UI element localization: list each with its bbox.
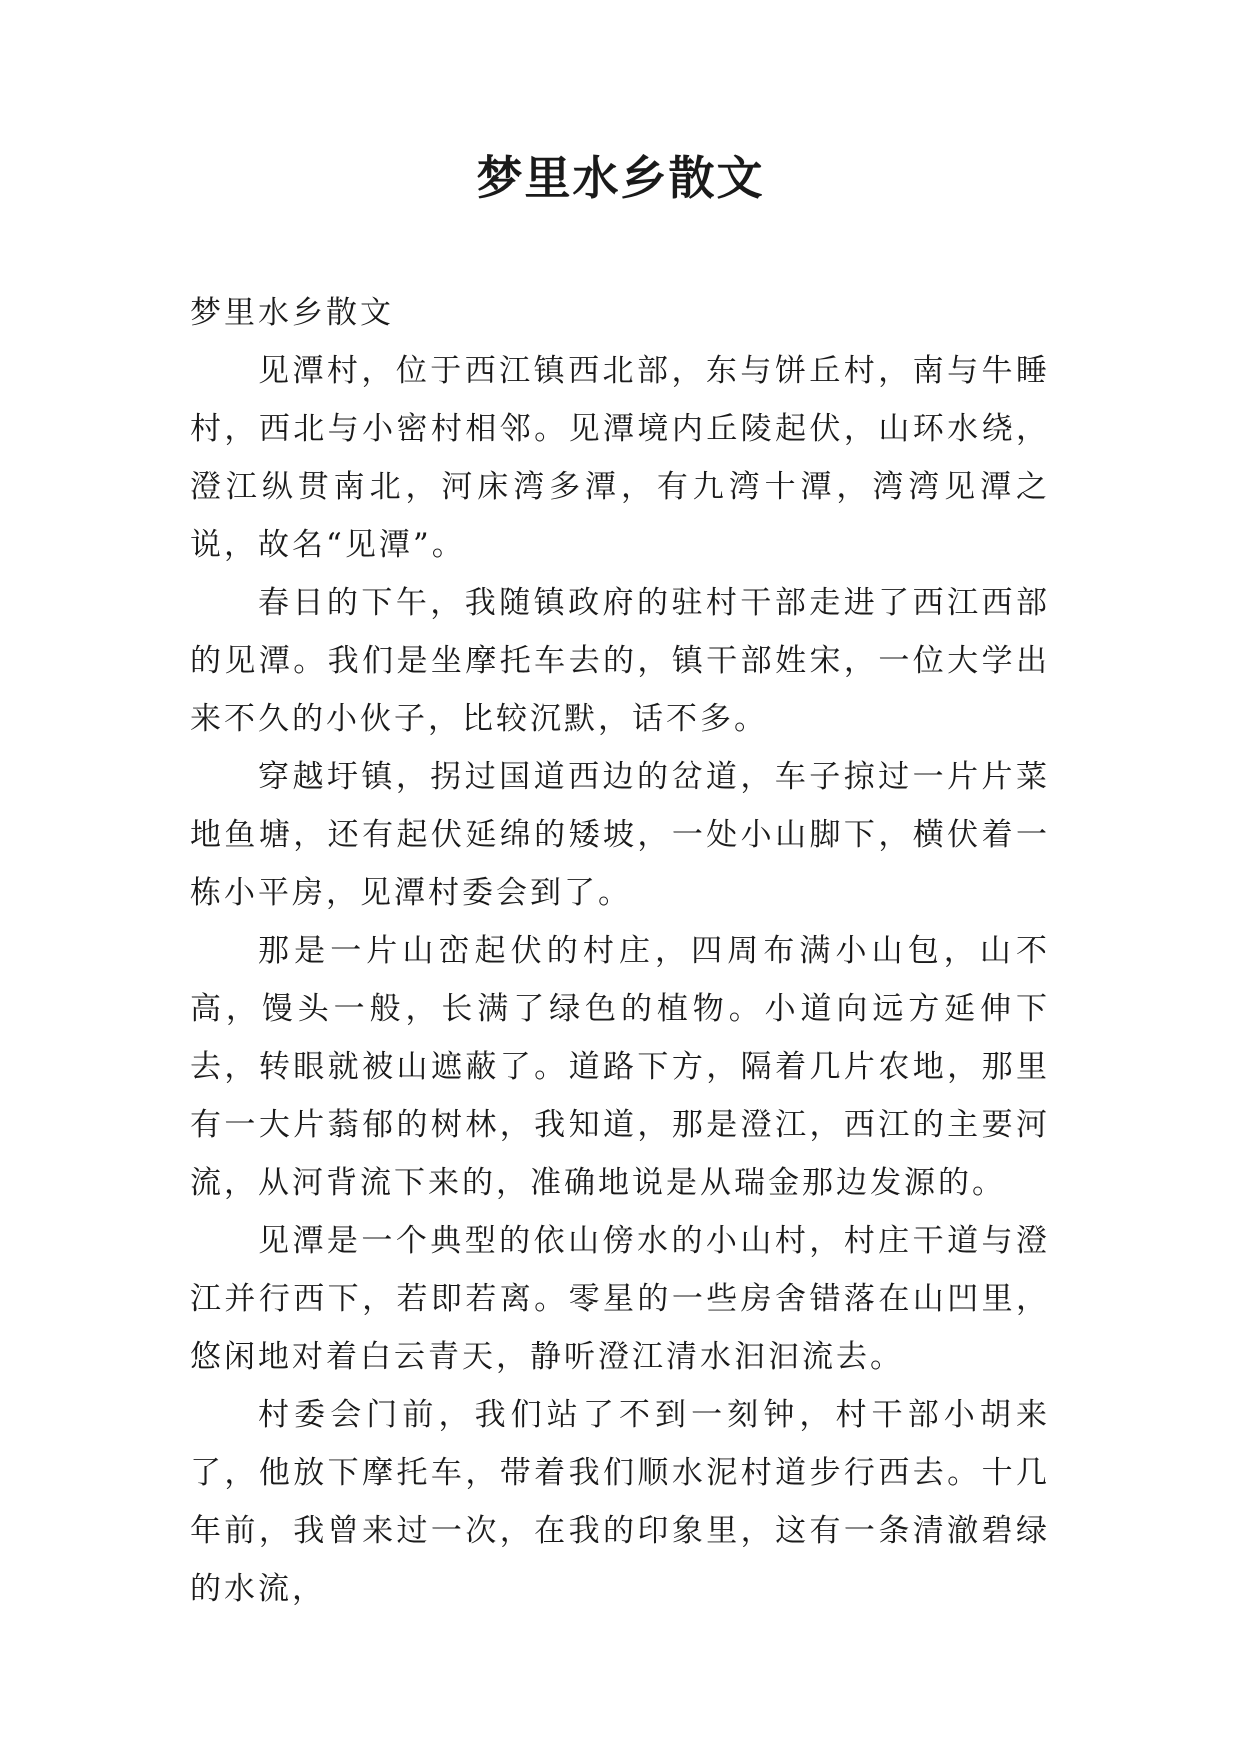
paragraph-5: 见潭是一个典型的依山傍水的小山村，村庄干道与澄江并行西下，若即若离。零星的一些房舍错落在山凹里，悠闲地对着白云青天，静听澄江清水汩汩流去。 <box>190 1223 1050 1375</box>
document-title: 梦里水乡散文 <box>476 151 765 205</box>
document-body <box>190 284 1050 1618</box>
paragraph-6: 村委会门前，我们站了不到一刻钟，村干部小胡来了，他放下摩托车，带着我们顺水泥村道步行西去。十几年前，我曾来过一次，在我的印象里，这有一条清澈碧绿的水流， <box>190 1397 1050 1607</box>
paragraph-4: 那是一片山峦起伏的村庄，四周布满小山包，山不高，馒头一般，长满了绿色的植物。小道向远方延伸下去，转眼就被山遮蔽了。道路下方，隔着几片农地，那里有一大片蓊郁的树林，我知道，那是澄江，西江的主要河流，从河背流下来的，准确地说是从瑞金那边发源的。 <box>190 933 1050 1201</box>
paragraph-2: 春日的下午，我随镇政府的驻村干部走进了西江西部的见潭。我们是坐摩托车去的，镇干部姓宋，一位大学出来不久的小伙子，比较沉默，话不多。 <box>190 585 1050 737</box>
paragraph-3: 穿越圩镇，拐过国道西边的岔道，车子掠过一片片菜地鱼塘，还有起伏延绵的矮坡，一处小山脚下，横伏着一栋小平房，见潭村委会到了。 <box>190 759 1050 911</box>
document-heading-line: 梦里水乡散文 <box>190 295 394 331</box>
paragraph-1: 见潭村，位于西江镇西北部，东与饼丘村，南与牛睡村，西北与小密村相邻。见潭境内丘陵起伏，山环水绕，澄江纵贯南北，河床湾多潭，有九湾十潭，湾湾见潭之说，故名“见潭”。 <box>190 353 1050 563</box>
